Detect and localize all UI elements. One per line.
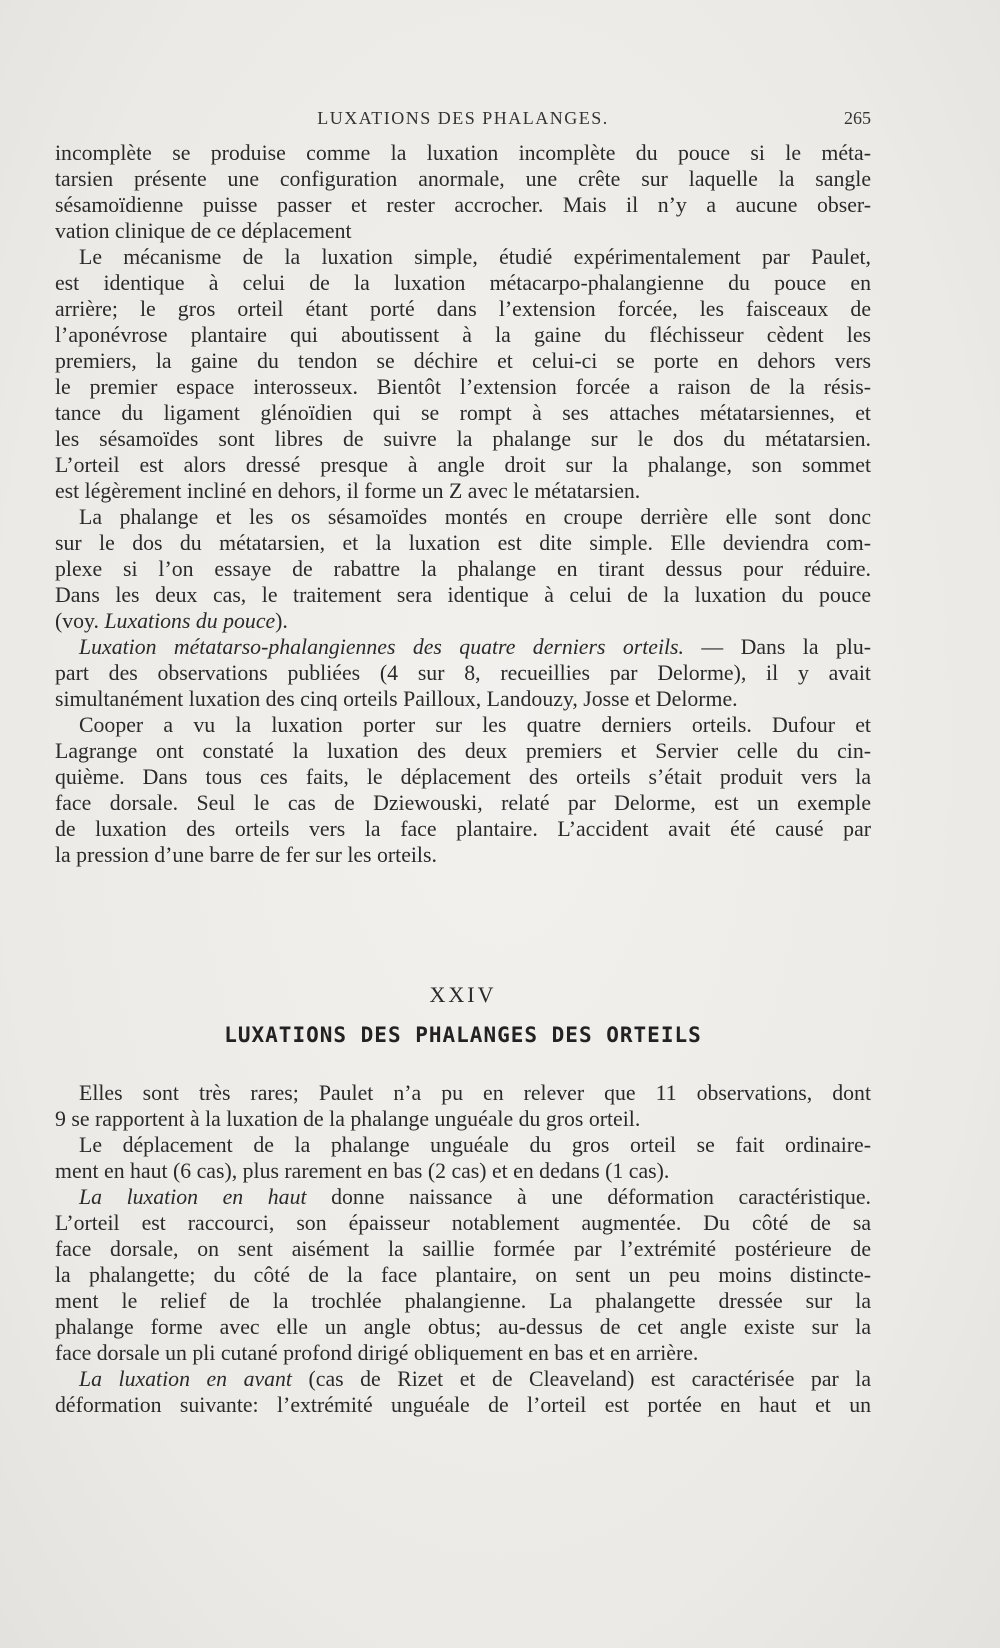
text-block-1 [55, 140, 871, 868]
text-line: Lagrange ont constaté la luxation des deux premiers et Servier celle du cin- [55, 739, 871, 763]
text-line: arrière; le gros orteil étant porté dans l’extension forcée, les faisceaux de [55, 297, 871, 321]
text-line: premiers, la gaine du tendon se déchire et celui-ci se porte en dehors vers [55, 349, 871, 373]
text-line: incomplète se produise comme la luxation incomplète du pouce si le méta- [55, 141, 871, 165]
text-line: tarsien présente une configuration anormale, une crête sur laquelle la sangle [55, 167, 871, 191]
text-line: est légèrement incliné en dehors, il forme un Z avec le métatarsien. [55, 479, 641, 503]
text-line: tance du ligament glénoïdien qui se rompt à ses attaches métatarsiennes, et [55, 401, 871, 425]
text-line: face dorsale. Seul le cas de Dziewouski, relaté par Delorme, est un exemple [55, 791, 871, 815]
text-line: ment le relief de la trochlée phalangienne. La phalangette dressée sur la [55, 1289, 871, 1313]
text-line: le premier espace interosseux. Bientôt l’extension forcée a raison de la résis- [55, 375, 871, 399]
text-line: La phalange et les os sésamoïdes montés en croupe derrière elle sont donc [79, 505, 871, 529]
text-line: simultanément luxation des cinq orteils Pailloux, Landouzy, Josse et Delorme. [55, 687, 738, 711]
text-line: ment en haut (6 cas), plus rarement en bas (2 cas) et en dedans (1 cas). [55, 1159, 670, 1183]
italic-subheading: La luxation en avant [79, 1367, 292, 1391]
text-line: Le déplacement de la phalange unguéale du gros orteil se fait ordinaire- [79, 1133, 871, 1157]
text-block-2 [55, 1080, 871, 1418]
text-line: de luxation des orteils vers la face plantaire. L’accident avait été causé par [55, 817, 871, 841]
italic-subheading: Luxation métatarso-phalangiennes des quatre derniers orteils. [79, 635, 684, 659]
text-line: Le mécanisme de la luxation simple, étudié expérimentalement par Paulet, [79, 245, 871, 269]
text-line: 9 se rapportent à la luxation de la phalange unguéale du gros orteil. [55, 1107, 641, 1131]
text-line: sésamoïdienne puisse passer et rester accrocher. Mais il n’y a aucune obser- [55, 193, 871, 217]
text-line: face dorsale, on sent aisément la saillie formée par l’extrémité postérieure de [55, 1237, 871, 1261]
text-line: plexe si l’on essaye de rabattre la phalange en tirant dessus pour réduire. [55, 557, 871, 581]
text-line: Cooper a vu la luxation porter sur les quatre derniers orteils. Dufour et [79, 713, 871, 737]
text-line: phalange forme avec elle un angle obtus; au-dessus de cet angle existe sur la [55, 1315, 871, 1339]
running-head [55, 108, 871, 134]
text-line: face dorsale un pli cutané profond dirigé obliquement en bas et en arrière. [55, 1341, 699, 1365]
italic-reference: Luxations du pouce [104, 609, 276, 633]
text-line: les sésamoïdes sont libres de suivre la phalange sur le dos du métatarsien. [55, 427, 871, 451]
text-run: donne naissance à une déformation caractéristique. [306, 1185, 871, 1209]
text-line [55, 634, 871, 660]
text-line: L’orteil est alors dressé presque à angle droit sur la phalange, son sommet [55, 453, 871, 477]
text-line: déformation suivante: l’extrémité unguéale de l’orteil est portée en haut et un [55, 1393, 871, 1417]
text-line: sur le dos du métatarsien, et la luxation est dite simple. Elle deviendra com- [55, 531, 871, 555]
text-line: l’aponévrose plantaire qui aboutissent à la gaine du fléchisseur cèdent les [55, 323, 871, 347]
text-line: vation clinique de ce déplacement [55, 219, 352, 243]
italic-subheading: La luxation en haut [79, 1185, 307, 1209]
text-line [55, 1366, 871, 1392]
text-line: la phalangette; du côté de la face plantaire, on sent un peu moins distincte- [55, 1263, 871, 1287]
running-title: LUXATIONS DES PHALANGES. [317, 108, 609, 128]
text-line: quième. Dans tous ces faits, le déplacement des orteils s’était produit vers la [55, 765, 871, 789]
text-line [55, 608, 871, 634]
text-run: (voy. [55, 609, 105, 633]
text-line: est identique à celui de la luxation métacarpo-phalangienne du pouce en [55, 271, 871, 295]
section-number: XXIV [429, 982, 497, 1007]
text-line: la pression d’une barre de fer sur les orteils. [55, 843, 437, 867]
text-line: part des observations publiées (4 sur 8, recueillies par Delorme), il y avait [55, 661, 871, 685]
text-run: (cas de Rizet et de Cleaveland) est caractérisée par la [292, 1367, 871, 1391]
text-line: Elles sont très rares; Paulet n’a pu en relever que 11 observations, dont [79, 1081, 871, 1105]
text-line: L’orteil est raccourci, son épaisseur notablement augmentée. Du côté de sa [55, 1211, 871, 1235]
text-line: Dans les deux cas, le traitement sera identique à celui de la luxation du pouce [55, 583, 871, 607]
section-title: LUXATIONS DES PHALANGES DES ORTEILS [224, 1023, 702, 1047]
text-run: ). [275, 609, 288, 633]
text-line [55, 1184, 871, 1210]
page-number: 265 [844, 108, 871, 128]
text-run: — Dans la plu- [684, 635, 871, 659]
